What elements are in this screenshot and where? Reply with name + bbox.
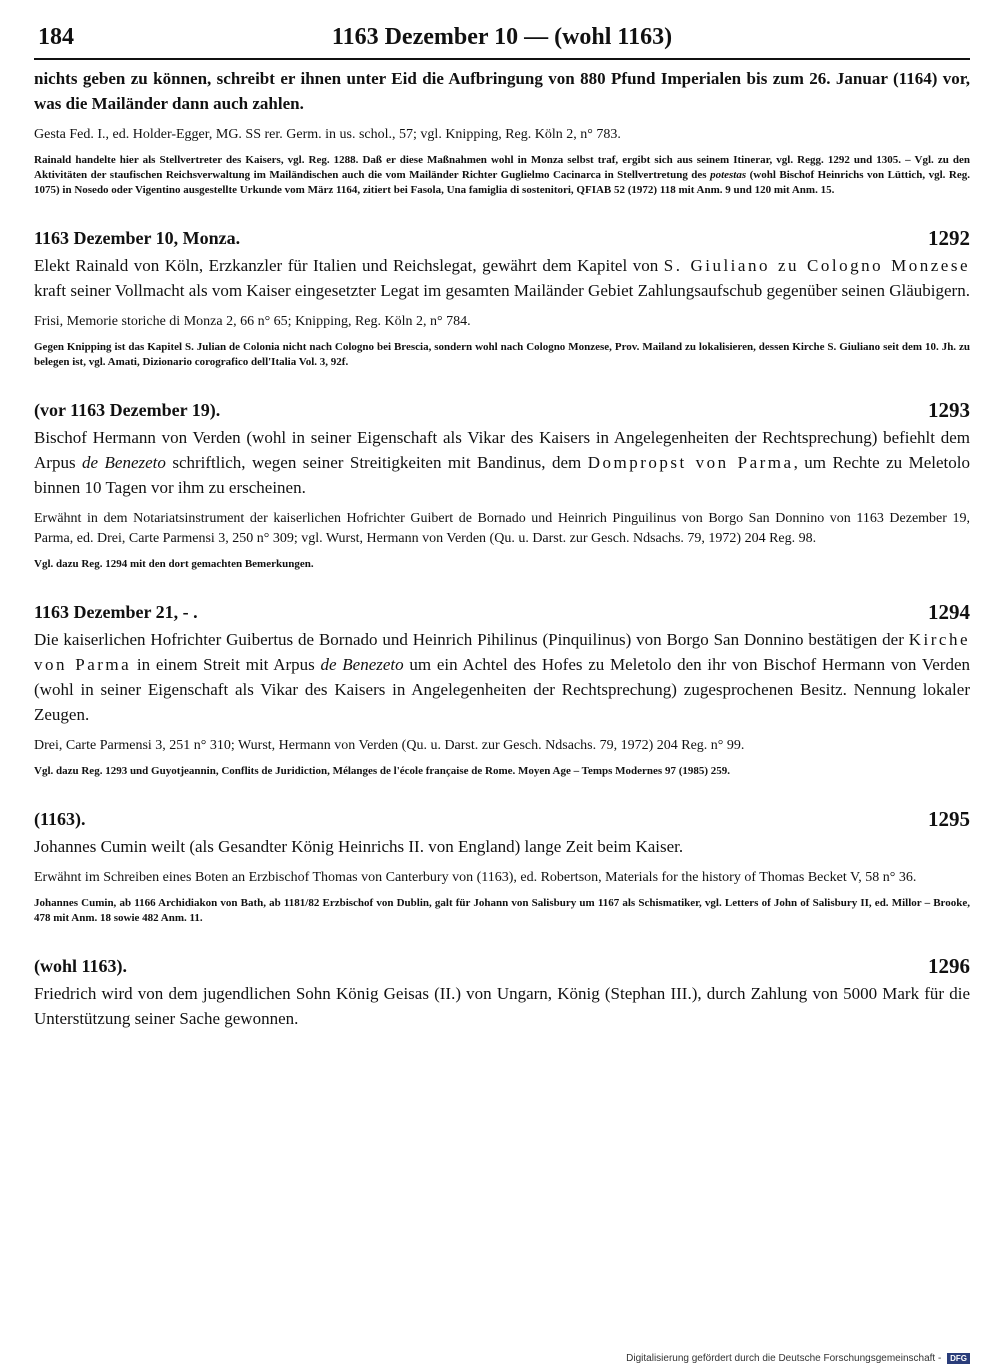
regest-text <box>34 627 970 727</box>
regest-number: 1292 <box>928 226 970 250</box>
page-number: 184 <box>38 24 74 50</box>
regest-note: Vgl. dazu Reg. 1293 und Guyotjeannin, Conflits de Juridiction, Mélanges de l'école française de Rome. Moyen Age – Temps Modernes 97 (1985) 259. <box>34 765 731 777</box>
running-head <box>34 22 970 60</box>
continuation-source: Gesta Fed. I., ed. Holder-Egger, MG. SS rer. Germ. in us. schol., 57; vgl. Knipping, Reg. Köln 2, n° 783. <box>34 127 621 142</box>
regest-source: Erwähnt im Schreiben eines Boten an Erzbischof Thomas von Canterbury von (1163), ed. Robertson, Materials for the history of Thomas Becket V, 58 n° 36. <box>34 870 917 885</box>
regest-1293 <box>34 398 970 572</box>
regest-text-part: kraft seiner Vollmacht als vom Kaiser eingesetzter Legat im gesamten Mailänder Gebiet Zahlungsaufschub gegenüber seinen Gläubigern. <box>34 281 970 300</box>
continuation-note: Rainald handelte hier als Stellvertreter des Kaisers, vgl. Reg. 1288. Daß er diese Maßnahmen wohl in Monza selbst traf, ergibt sich aus seinem Itinerar, vgl. Regg. 1292 und 1305. – Vgl. zu den Aktivitäten der staufischen Reichsverwaltung im Mailändischen auch die vom Mailänder Richter Guglielmo Cacinarca in Stellvertretung des potestas (wohl Bischof Heinrichs von Lüttich, vgl. Reg. 1075) in Nosedo oder Vigentino ausgestellte Urkunde vom März 1164, zitiert bei Fasola, Una famiglia di sostenitori, QFIAB 52 (1972) 118 mit Anm. 9 und 120 mit Anm. 15. <box>34 154 970 196</box>
regest-note: Vgl. dazu Reg. 1294 mit den dort gemachten Bemerkungen. <box>34 558 314 570</box>
regest-source: Frisi, Memorie storiche di Monza 2, 66 n° 65; Knipping, Reg. Köln 2, n° 784. <box>34 314 471 329</box>
regest-heading <box>34 807 970 834</box>
regest-date: 1163 Dezember 10, Monza. <box>34 228 241 248</box>
regest-text: Friedrich wird von dem jugendlichen Sohn König Geisas (II.) von Ungarn, König (Stephan III.), durch Zahlung von 5000 Mark für die Unterstützung seiner Sache gewonnen. <box>34 984 970 1028</box>
continuation-block <box>34 66 970 198</box>
regest-text <box>34 253 970 303</box>
regest-text-part: Elekt Rainald von Köln, Erzkanzler für Italien und Reichslegat, gewährt dem Kapitel von <box>34 256 664 275</box>
regest-number: 1294 <box>928 600 970 624</box>
regest-text-part: schriftlich, wegen seiner Streitigkeiten mit Bandinus, dem <box>165 453 588 472</box>
regest-number: 1296 <box>928 954 970 978</box>
regest-text-spaced: Dompropst von Parma <box>587 453 794 472</box>
regest-source: Drei, Carte Parmensi 3, 251 n° 310; Wurst, Hermann von Verden (Qu. u. Darst. zur Gesch. Ndsachs. 79, 1972) 204 Reg. n° 99. <box>34 738 745 753</box>
regest-1295 <box>34 807 970 926</box>
regest-source: Erwähnt in dem Notariatsinstrument der kaiserlichen Hofrichter Guibert de Bornado und Heinrich Pinguilinus von Borgo San Donnino von 1163 Dezember 19, Parma, ed. Drei, Carte Parmensi 3, 250 n° 309; vgl. Wurst, Hermann von Verden (Qu. u. Darst. zur Gesch. Ndsachs. 79, 1972) 204 Reg. 98. <box>34 511 970 546</box>
footer-credit <box>626 1353 970 1364</box>
regest-text-part: Die kaiserlichen Hofrichter Guibertus de Bornado und Heinrich Pihilinus (Pinquilinus) von Borgo San Donnino bestätigen der <box>34 630 909 649</box>
regest-date: (wohl 1163). <box>34 956 128 976</box>
regest-date: (1163). <box>34 809 86 829</box>
regest-number: 1293 <box>928 398 970 422</box>
regest-note: Johannes Cumin, ab 1166 Archidiakon von Bath, ab 1181/82 Erzbischof von Dublin, galt für Johann von Salisbury um 1167 als Schismatiker, vgl. Letters of John of Salisbury II, ed. Millor – Brooke, 478 mit Anm. 18 sowie 482 Anm. 11. <box>34 897 970 924</box>
regest-text-part: Bischof Hermann von Verden (wohl in seiner Eigenschaft als Vikar des Kaisers in Angelegenheiten der Rechtsprechung) befiehlt dem Arpus <box>34 428 970 472</box>
continuation-text: nichts geben zu können, schreibt er ihnen unter Eid die Aufbringung von 880 Pfund Imperialen bis zum 26. Januar (1164) vor, was die Mailänder dann auch zahlen. <box>34 69 970 113</box>
regest-1292 <box>34 226 970 370</box>
regest-text-spaced: Kirche von Parma <box>34 630 970 674</box>
regest-text-italic: de Benezeto <box>82 453 166 472</box>
dfg-logo-icon: DFG <box>947 1353 970 1364</box>
regest-text <box>34 425 970 500</box>
regest-heading <box>34 600 970 627</box>
regest-text-spaced: S. Giuliano zu Cologno Monzese <box>663 256 970 275</box>
regest-text-italic: de Benezeto <box>320 655 404 674</box>
regest-note: Gegen Knipping ist das Kapitel S. Julian de Colonia nicht nach Cologno bei Brescia, sondern wohl nach Cologno Monzese, Prov. Mailand zu lokalisieren, dessen Kirche S. Giuliano seit dem 10. Jh. zu belegen ist, vgl. Amati, Dizionario corografico dell'Italia Vol. 3, 92f. <box>34 341 970 368</box>
footer-text: Digitalisierung gefördert durch die Deutsche Forschungsgemeinschaft - <box>626 1353 942 1365</box>
regest-heading <box>34 954 970 981</box>
regest-1296 <box>34 954 970 1031</box>
regest-date: 1163 Dezember 21, - . <box>34 602 198 622</box>
regest-number: 1295 <box>928 807 970 831</box>
running-title: 1163 Dezember 10 — (wohl 1163) <box>331 24 673 50</box>
document-page <box>34 22 970 1031</box>
regest-heading <box>34 398 970 425</box>
regest-1294 <box>34 600 970 779</box>
regest-date: (vor 1163 Dezember 19). <box>34 400 221 420</box>
regest-heading <box>34 226 970 253</box>
regest-text-part: , um Rechte zu Meletolo binnen 10 Tagen vor ihm zu erscheinen. <box>34 453 970 497</box>
regest-text: Johannes Cumin weilt (als Gesandter König Heinrichs II. von England) lange Zeit beim Kaiser. <box>34 837 684 856</box>
regest-text-part: in einem Streit mit Arpus <box>131 655 321 674</box>
regest-text-part: um ein Achtel des Hofes zu Meletolo den ihr von Bischof Hermann von Verden (wohl in seiner Eigenschaft als Vikar des Kaisers in Angelegenheiten der Rechtsprechung) zugesprochenen Besitz. Nennung lokaler Zeugen. <box>34 655 970 724</box>
